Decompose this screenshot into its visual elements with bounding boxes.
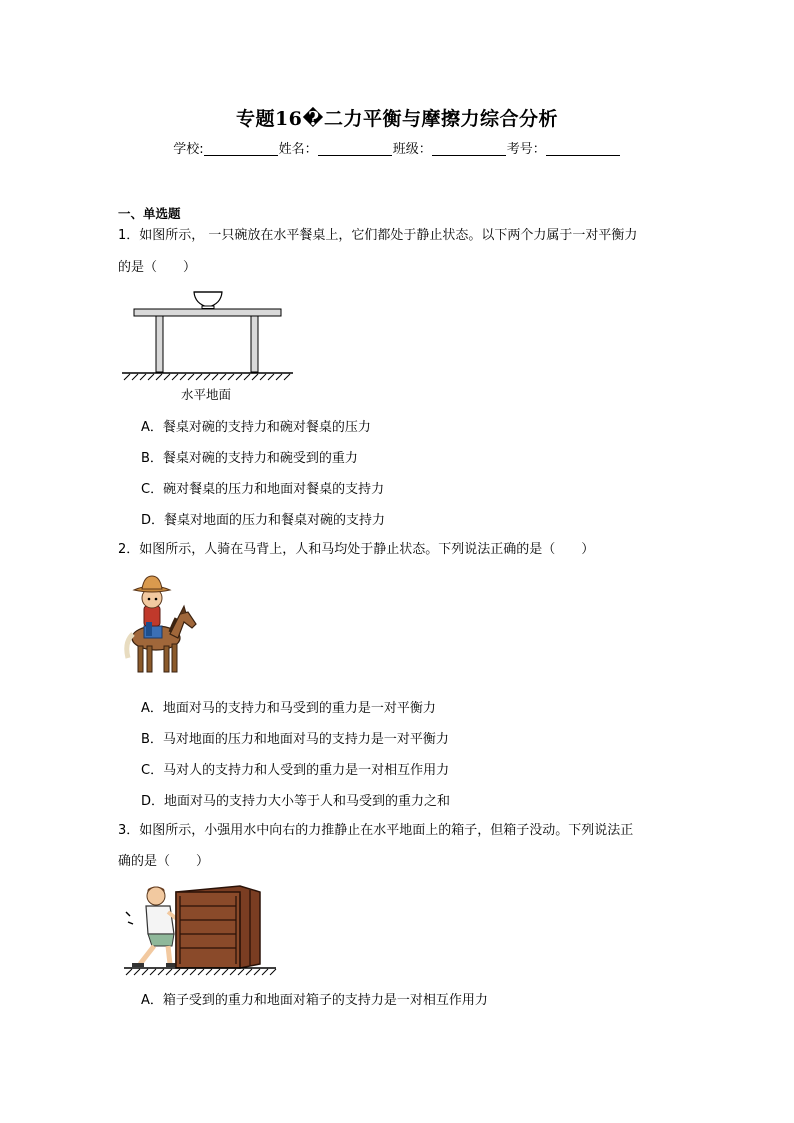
question-1-stem-line1: 1．如图所示， 一只碗放在水平餐桌上，它们都处于静止状态。以下两个力属于一对平衡力: [118, 228, 638, 243]
question-2-option-d[interactable]: D．地面对马的支持力大小等于人和马受到的重力之和: [141, 794, 451, 809]
school-label: 学校:: [173, 142, 204, 157]
table-leg-right: [251, 316, 258, 372]
page-title: 专题16�二力平衡与摩擦力综合分析: [235, 108, 559, 130]
question-3-stem-line1: 3．如图所示，小强用水中向右的力推静止在水平地面上的箱子，但箱子没动。下列说法正: [118, 823, 634, 838]
question-1-option-c[interactable]: C．碗对餐桌的压力和地面对餐桌的支持力: [141, 482, 385, 497]
class-label: 班级：: [392, 142, 432, 157]
table-top: [134, 309, 281, 316]
question-3-option-a[interactable]: A．箱子受到的重力和地面对箱子的支持力是一对相互作用力: [141, 993, 488, 1008]
question-2-option-a[interactable]: A．地面对马的支持力和马受到的重力是一对平衡力: [141, 701, 436, 716]
horse-rider-figure: [118, 572, 202, 678]
school-blank[interactable]: [204, 141, 278, 156]
bowl-shape: [194, 292, 222, 307]
table-bowl-figure: [118, 286, 298, 382]
wooden-crate: [176, 886, 260, 968]
push-box-figure: [118, 880, 280, 976]
name-blank[interactable]: [318, 141, 392, 156]
section-heading: 一、单选题: [118, 206, 181, 221]
question-2-option-c[interactable]: C．马对人的支持力和人受到的重力是一对相互作用力: [141, 763, 450, 778]
question-1-option-b[interactable]: B．餐桌对碗的支持力和碗受到的重力: [141, 451, 358, 466]
question-3-stem-line2: 确的是（ ）: [118, 854, 210, 869]
question-1-stem-line2: 的是（ ）: [118, 260, 197, 275]
table-leg-left: [156, 316, 163, 372]
question-1-option-d[interactable]: D．餐桌对地面的压力和餐桌对碗的支持力: [141, 513, 386, 528]
name-label: 姓名：: [278, 142, 318, 157]
question-2-stem-line1: 2．如图所示，人骑在马背上，人和马均处于静止状态。下列说法正确的是（ ）: [118, 542, 595, 557]
exam-no-label: 考号：: [506, 142, 546, 157]
figure-1-label: 水平地面: [181, 387, 232, 402]
student-info-line: [0, 138, 794, 157]
exam-no-blank[interactable]: [546, 141, 620, 156]
question-2-option-b[interactable]: B．马对地面的压力和地面对马的支持力是一对平衡力: [141, 732, 449, 747]
question-1-option-a[interactable]: A．餐桌对碗的支持力和碗对餐桌的压力: [141, 420, 371, 435]
class-blank[interactable]: [432, 141, 506, 156]
